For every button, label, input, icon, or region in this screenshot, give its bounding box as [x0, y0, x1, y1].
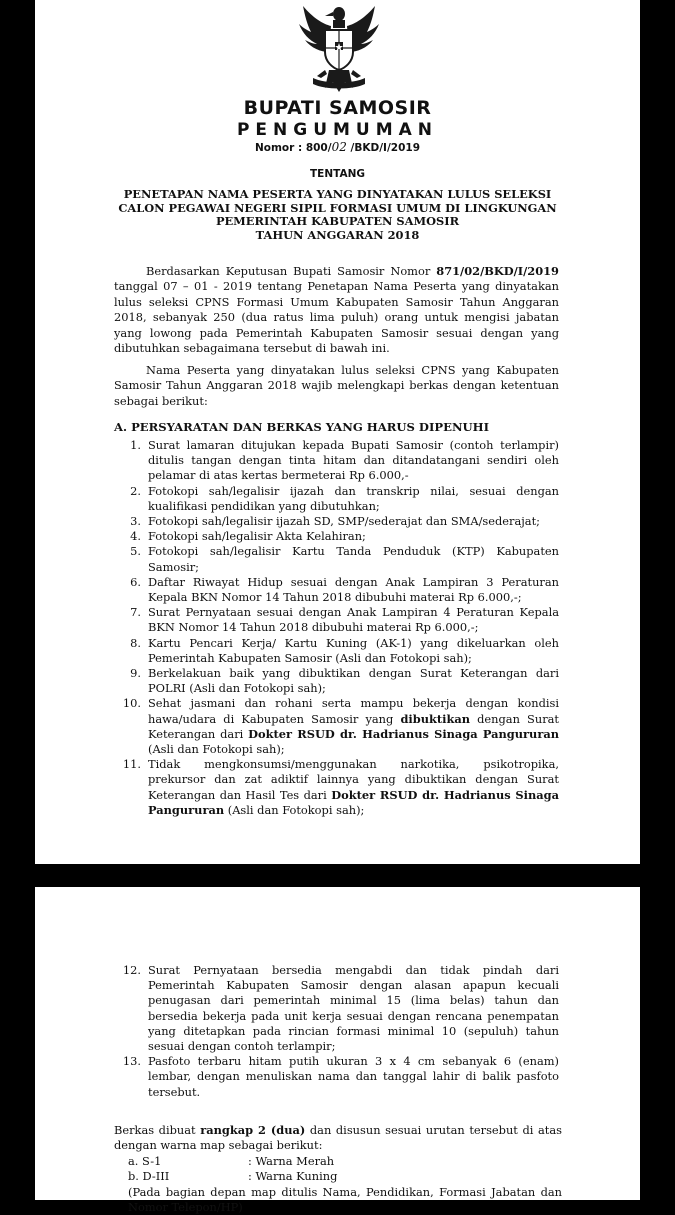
folder-color-row — [128, 1169, 562, 1184]
item-text: Pasfoto terbaru hitam putih ukuran 3 x 4 cm sebanyak 6 (enam) lembar, dengan menuliskan nama dan tanggal lahir di balik pasfoto tersebut. — [148, 1054, 559, 1099]
item-text: Berkelakuan baik yang dibuktikan dengan Surat Keterangan dari POLRI (Asli dan Fotokopi sah); — [148, 666, 559, 696]
item-text — [148, 757, 559, 818]
item-text: Surat lamaran ditujukan kepada Bupati Samosir (contoh terlampir) ditulis tangan dengan tinta hitam dan ditandatangani sendiri oleh pelamar di atas kertas bermeterai Rp 6.000,- — [148, 438, 559, 483]
education-level: a. S-1 — [128, 1153, 162, 1168]
item-text: Surat Pernyataan sesuai dengan Anak Lampiran 4 Peraturan Kepala BKN Nomor 14 Tahun 2018 dibubuhi materai Rp 6.000,-; — [148, 605, 559, 635]
announcement-title — [35, 188, 640, 242]
handwritten-number: 02 — [331, 140, 347, 154]
list-item — [117, 757, 559, 818]
announcement-label: PENGUMUMAN — [236, 120, 439, 140]
item-number: 12. — [122, 963, 141, 977]
decree-number: 871/02/BKD/I/2019 — [436, 264, 559, 278]
item-number: 2. — [130, 483, 141, 498]
item-number: 1. — [130, 438, 141, 452]
item-number: 13. — [122, 1054, 141, 1069]
item-text: Fotokopi sah/legalisir Akta Kelahiran; — [148, 529, 366, 544]
item-text-bold: dibuktikan — [400, 711, 471, 726]
copies-count: rangkap 2 (dua) — [200, 1123, 306, 1137]
item-number: 8. — [130, 635, 141, 650]
folder-color: : Warna Merah — [248, 1153, 335, 1168]
intro-text: tanggal 07 – 01 - 2019 tentang Penetapan Nama Peserta yang dinyatakan lulus seleksi CPNS Formasi Umum Kabupaten Samosir Tahun Anggaran 2018, sebanyak 250 (dua ratus lima puluh) orang untuk mengisi jabatan yang lowong pada Pemerintah Kabupaten Samosir sesuai dengan yang dibutuhkan sebagaimana tersebut di bawah ini. — [114, 279, 559, 356]
title-line: PENETAPAN NAMA PESERTA YANG DINYATAKAN LULUS SELEKSI — [123, 187, 552, 201]
title-line: TAHUN ANGGARAN 2018 — [255, 227, 420, 242]
folder-color-row — [128, 1154, 562, 1169]
intro-text: Nama Peserta yang dinyatakan lulus seleksi CPNS yang Kabupaten Samosir Tahun Anggaran 2018 wajib melengkapi berkas dengan ketentuan sebagai berikut: — [114, 363, 559, 408]
section-a-heading: A. PERSYARATAN DAN BERKAS YANG HARUS DIPENUHI — [114, 420, 490, 434]
tentang-label: TENTANG — [309, 168, 365, 180]
list-item — [117, 529, 559, 544]
list-item — [117, 438, 559, 484]
item-text: Kartu Pencari Kerja/ Kartu Kuning (AK-1) yang dikeluarkan oleh Pemerintah Kabupaten Samosir (Asli dan Fotokopi sah); — [148, 635, 559, 665]
intro-text: Berdasarkan Keputusan Bupati Samosir Nomor — [146, 264, 437, 278]
document-page-1 — [35, 0, 640, 864]
number-prefix: Nomor : 800/ — [254, 142, 332, 154]
item-text-part: Tidak mengkonsumsi/menggunakan narkotika, psikotropika, prekursor dan zat adiktif lainnya yang dibuktikan dengan Surat Keterangan dan Hasil Tes dari — [148, 757, 559, 802]
intro-paragraph-2 — [114, 363, 559, 409]
list-item — [117, 696, 559, 757]
list-item — [117, 575, 559, 605]
requirements-list-continued — [117, 963, 559, 1100]
list-item — [117, 1054, 559, 1100]
item-text: Fotokopi sah/legalisir Kartu Tanda Penduduk (KTP) Kabupaten Samosir; — [148, 544, 559, 574]
list-item — [117, 636, 559, 666]
intro-paragraph-1 — [114, 264, 559, 356]
item-text: Fotokopi sah/legalisir ijazah dan transkrip nilai, sesuai dengan kualifikasi pendidikan yang dibutuhkan; — [148, 483, 559, 513]
garuda-emblem-icon — [295, 4, 383, 96]
document-page-2 — [35, 887, 640, 1215]
folder-color: : Warna Kuning — [248, 1169, 338, 1184]
closing-text: dan disusun sesuai urutan tersebut di atas dengan warna map sebagai berikut: — [114, 1123, 562, 1153]
item-text-part: (Asli dan Fotokopi sah); — [148, 742, 285, 757]
requirements-list — [117, 438, 559, 818]
list-item — [117, 963, 559, 1054]
title-line: PEMERINTAH KABUPATEN SAMOSIR — [215, 214, 460, 228]
letterhead-title: BUPATI SAMOSIR — [243, 97, 432, 119]
list-item — [117, 605, 559, 635]
item-number: 4. — [130, 529, 141, 544]
item-number: 10. — [122, 696, 141, 711]
item-number: 7. — [130, 605, 141, 620]
item-number: 5. — [130, 544, 141, 559]
item-text — [148, 696, 559, 757]
item-text: Fotokopi sah/legalisir ijazah SD, SMP/sederajat dan SMA/sederajat; — [148, 514, 540, 529]
item-number: 9. — [130, 666, 141, 681]
list-item — [117, 484, 559, 514]
item-number: 6. — [130, 574, 141, 589]
item-number: 11. — [122, 757, 141, 772]
list-item — [117, 544, 559, 574]
item-text-part: (Asli dan Fotokopi sah); — [224, 802, 365, 817]
item-text: Surat Pernyataan bersedia mengabdi dan tidak pindah dari Pemerintah Kabupaten Samosir dengan alasan apapun kecuali penugasan dari pemerintah minimal 15 (lima belas) tahun dan bersedia bekerja pada unit kerja sesuai dengan rencana penempatan yang ditetapkan pada rincian formasi minimal 10 (sepuluh) tahun sesuai dengan contoh terlampir; — [148, 963, 559, 1054]
list-item — [117, 514, 559, 529]
education-level: b. D-III — [128, 1169, 170, 1184]
item-text-part: Sehat jasmani dan rohani serta mampu bekerja dengan kondisi hawa/udara di Kabupaten Samosir yang — [148, 696, 559, 726]
folder-color-list — [128, 1154, 562, 1215]
number-suffix: /BKD/I/2019 — [346, 142, 421, 154]
closing-paragraph — [114, 1123, 562, 1215]
item-text: Daftar Riwayat Hidup sesuai dengan Anak Lampiran 3 Peraturan Kepala BKN Nomor 14 Tahun 2018 dibubuhi materai Rp 6.000,-; — [148, 574, 559, 605]
item-number: 3. — [130, 514, 141, 529]
title-line: CALON PEGAWAI NEGERI SIPIL FORMASI UMUM DI LINGKUNGAN — [118, 200, 557, 215]
folder-note: (Pada bagian depan map ditulis Nama, Pendidikan, Formasi Jabatan dan Nomor Telepon/HP) — [128, 1184, 562, 1215]
hospital-name: Dokter RSUD dr. Hadrianus Sinaga Pangururan — [148, 787, 559, 817]
hospital-name: Dokter RSUD dr. Hadrianus Sinaga Pangururan — [248, 726, 559, 741]
list-item — [117, 666, 559, 696]
item-text-part: dengan Surat Keterangan dari — [148, 711, 560, 741]
document-number — [35, 140, 640, 154]
closing-text: Berkas dibuat — [114, 1123, 201, 1137]
